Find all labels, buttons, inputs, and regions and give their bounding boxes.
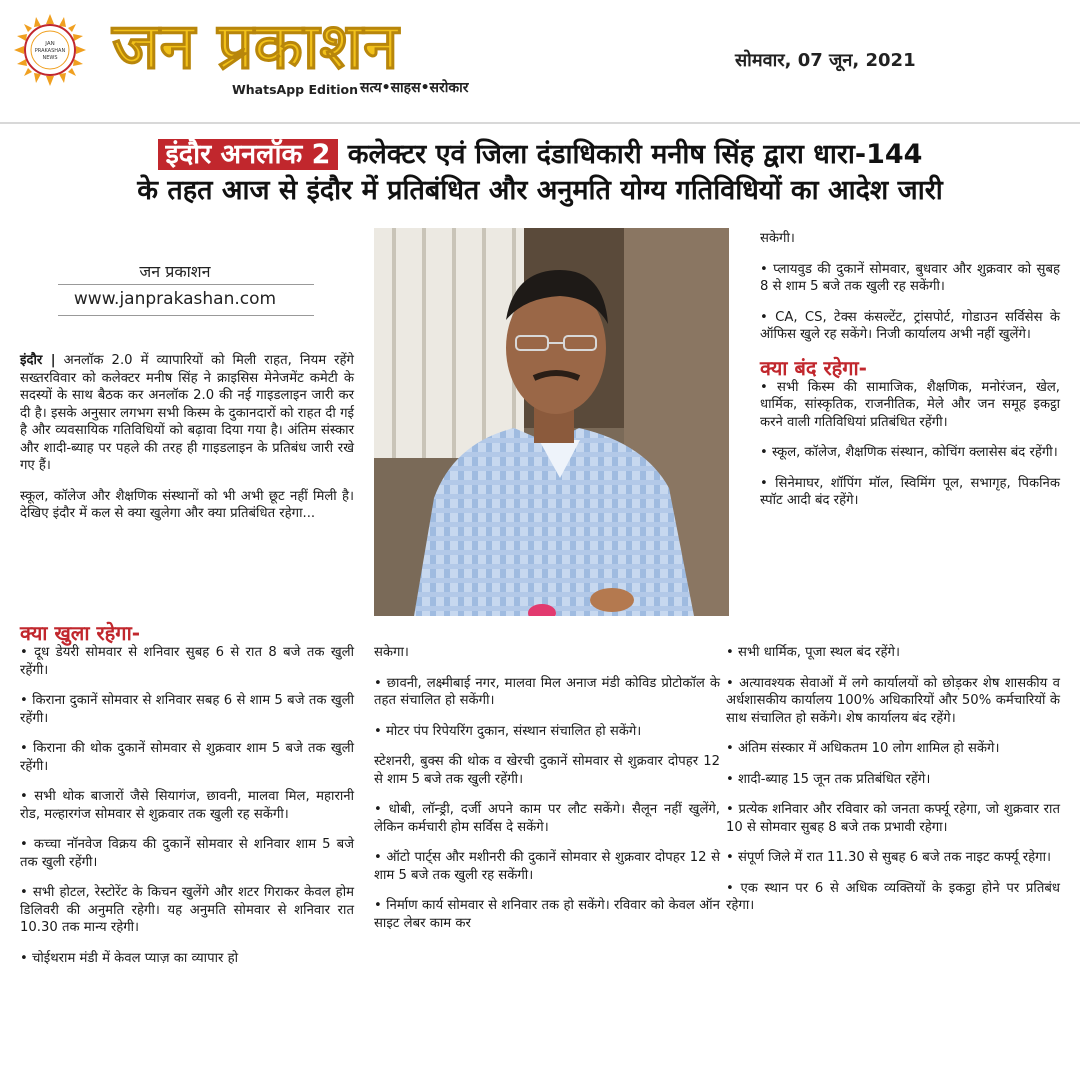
svg-text:PRAKASHAN: PRAKASHAN [34,48,66,54]
list-item: • छावनी, लक्ष्मीबाई नगर, मालवा मिल अनाज मंडी कोविड प्रोटोकॉल के तहत संचालित हो सकेंगी। [374,675,720,708]
list-item: • मोटर पंप रिपेयरिंग दुकान, संस्थान संचालित हो सकेंगे। [374,723,642,739]
svg-text:JAN: JAN [45,41,55,47]
article-intro [20,352,354,536]
list-item: • प्लायवुड की दुकानें सोमवार, बुधवार और शुक्रवार को सुबह 8 से शाम 5 बजे तक खुली रह सकेंगी। [760,261,1060,294]
list-item: • अत्यावश्यक सेवाओं में लगे कार्यालयों को छोड़कर शेष शासकीय व अर्धशासकीय कार्यालय 100% अधिकारियों और 50% कर्मचारियों के साथ संचालित हो सकेंगे। शेष कार्यालय बंद रहेंगे। [726,675,1060,726]
open-list-column [20,622,354,980]
closed-section-heading: क्या बंद रहेगा- [760,355,867,380]
list-item: • एक स्थान पर 6 से अधिक व्यक्तियों के इकट्ठा होने पर प्रतिबंध रहेगा। [726,880,1060,913]
byline-url: www.janprakashan.com [73,289,277,309]
list-item: • किराना की थोक दुकानें सोमवार से शुक्रवार शाम 5 बजे तक खुली रहेंगी। [20,741,354,774]
list-item: • ऑटो पार्ट्स और मशीनरी की दुकानें सोमवार से शुक्रवार दोपहर 12 से शाम 5 बजे तक खुली रह सकेंगी। [374,850,720,883]
issue-date: सोमवार, 07 जून, 2021 [735,50,916,71]
list-item: • CA, CS, टेक्स कंसल्टेंट, ट्रांसपोर्ट, गोडाउन सर्विसेस के ऑफिस खुले रह सकेंगे। निजी कार्यालय अभी नहीं खुलेंगे। [760,309,1060,342]
intro-paragraph: अनलॉक 2.0 में व्यापारियों को मिली राहत, नियम रहेंगे सख्तरविवार को कलेक्टर मनीष सिंह ने क्राइसिस मेनेजमेंट कमेटी के सदस्यों के साथ बैठक कर अनलॉक 2.0 की नई गाइडलाइन जारी कर दी है। इसके अनुसार लगभग सभी किस्म के दुकानदारों को राहत दी गई है और व्यवसायिक गतिविधियों को बढ़ावा दिया गया है। अंतिम संस्कार और शादी-ब्याह पर पहले की तरह ही गाइडलाइन के प्रतिबंध जारी रखे गए हैं। [20,353,354,473]
list-item: सकेगी। [760,231,795,246]
masthead-title: जन प्रकाशन [112,9,399,84]
svg-text:NEWS: NEWS [42,55,58,61]
masthead-divider [0,122,1080,124]
logo-badge [14,14,86,86]
list-item: स्टेशनरी, बुक्स की थोक व खेरची दुकानें सोमवार से शुक्रवार दोपहर 12 से शाम 5 बजे तक खुली रहेंगी। [374,754,720,787]
closed-list-continued [726,644,1060,928]
list-item: • सभी थोक बाजारों जैसे सियागंज, छावनी, मालवा मिल, महारानी रोड, मल्हारगंज सोमवार से शुक्रवार तक खुली रह सकेंगी। [20,789,354,822]
right-column-top [760,230,1060,523]
byline-divider [58,284,314,285]
list-item: • प्रत्येक शनिवार और रविवार को जनता कर्फ्यू रहेगा, जो शुक्रवार रात 10 से सोमवार सुबह 8 बजे तक प्रभावी रहेगा। [726,802,1060,835]
list-item: • किराना दुकानें सोमवार से शनिवार सबह 6 से शाम 5 बजे तक खुली रहेंगी। [20,693,354,726]
intro-paragraph-2: स्कूल, कॉलेज और शैक्षणिक संस्थानों को भी अभी छूट नहीं मिली है। देखिए इंदौर में कल से क्या खुलेगा और क्या प्रतिबंधित रहेगा... [20,488,354,521]
tagline: सत्य•साहस•सरोकार [360,80,469,96]
list-item: • सिनेमाघर, शॉपिंग मॉल, स्विमिंग पूल, सभागृह, पिकनिक स्पॉट आदी बंद रहेंगे। [760,475,1060,508]
list-item: • अंतिम संस्कार में अधिकतम 10 लोग शामिल हो सकेंगे। [726,741,1000,756]
byline-name: जन प्रकाशन [139,262,211,281]
open-list-continued [374,644,720,945]
collector-photo [374,228,729,616]
headline [20,137,1060,209]
list-item: • धोबी, लॉन्ड्री, दर्जी अपने काम पर लौट सकेंगे। सैलून नहीं खुलेंगे, लेकिन कर्मचारी होम सर्विस दे सकेंगे। [374,802,720,835]
list-item: • चोईथराम मंडी में केवल प्याज़ का व्यापार हो [20,950,238,966]
headline-tag: इंदौर अनलॉक 2 [158,139,339,170]
edition-label: WhatsApp Edition [232,82,358,97]
list-item: • संपूर्ण जिले में रात 11.30 से सुबह 6 बजे तक नाइट कर्फ्यू रहेगा। [726,850,1051,865]
list-item: • दूध डेयरी सोमवार से शनिवार सुबह 6 से रात 8 बजे तक खुली रहेंगी। [20,645,354,678]
dateline: इंदौर | [20,353,56,368]
open-section-heading: क्या खुला रहेगा- [20,621,141,645]
list-item: • शादी-ब्याह 15 जून तक प्रतिबंधित रहेंगे। [726,771,931,787]
headline-line2: के तहत आज से इंदौर में प्रतिबंधित और अनुमति योग्य गतिविधियों का आदेश जारी [137,175,943,206]
list-item: • सभी होटल, रेस्टोरेंट के किचन खुलेंगे और शटर गिराकर केवल होम डिलिवरी की अनुमति रहेगी। यह अनुमति सोमवार से शनिवार रात 10.30 तक मान्य रहेगी। [20,885,354,935]
list-item: • स्कूल, कॉलेज, शैक्षणिक संस्थान, कोचिंग क्लासेस बंद रहेंगी। [760,445,1058,460]
list-item: • सभी किस्म की सामाजिक, शैक्षणिक, मनोरंजन, खेल, धार्मिक, सांस्कृतिक, राजनीतिक, मेले और जन समूह इकट्ठा करने वाली गतिविधियां प्रतिबंधित रहेंगी। [760,379,1060,430]
list-item: • निर्माण कार्य सोमवार से शनिवार तक हो सकेंगे। रविवार को केवल ऑन साइट लेबर काम कर [374,898,720,931]
headline-line1: कलेक्टर एवं जिला दंडाधिकारी मनीष सिंह द्वारा धारा-144 [338,139,923,170]
list-item: • कच्चा नॉनवेज विक्रय की दुकानें सोमवार से शनिवार शाम 5 बजे तक खुली रहेंगी। [20,837,354,870]
list-item: सकेगा। [374,645,409,660]
list-item: • सभी धार्मिक, पूजा स्थल बंद रहेंगे। [726,645,900,660]
byline-divider [58,315,314,316]
